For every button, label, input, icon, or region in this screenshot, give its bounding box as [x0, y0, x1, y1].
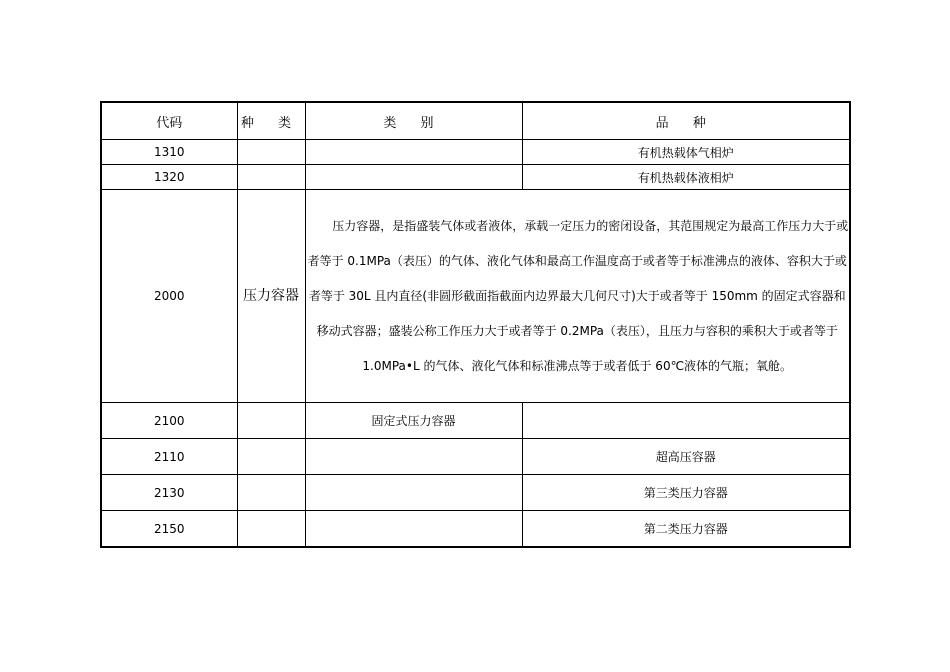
code-cell: 2110 [101, 439, 237, 475]
variety-cell: 第二类压力容器 [522, 511, 850, 548]
code-cell: 2130 [101, 475, 237, 511]
kind-cell [237, 475, 305, 511]
header-variety: 品 种 [522, 102, 850, 140]
table-row [101, 439, 850, 475]
kind-cell [237, 439, 305, 475]
header-kind: 种 类 [237, 102, 305, 140]
variety-cell [522, 403, 850, 439]
kind-cell [237, 511, 305, 548]
category-cell [305, 140, 522, 165]
code-cell: 2150 [101, 511, 237, 548]
table-row [101, 511, 850, 548]
definition-text: 压力容器，是指盛装气体或者液体，承载一定压力的密闭设备，其范围规定为最高工作压力大于或者等于 0.1MPa（表压）的气体、液化气体和最高工作温度高于或者等于标准沸点的液体、容积大于或者等于 30L 且内直径(非圆形截面指截面内边界最大几何尺寸)大于或者等于 150mm 的固定式容器和移动式容器；盛装公称工作压力大于或者等于 0.2MPa（表压），且压力与容积的乘积大于或者等于 1.0MPa•L 的气体、液化气体和标准沸点等于或者低于 60℃液体的气瓶；氧舱。 [307, 218, 849, 373]
table-row [101, 140, 850, 165]
header-code: 代码 [101, 102, 237, 140]
header-category: 类 别 [305, 102, 522, 140]
code-cell: 2100 [101, 403, 237, 439]
category-cell [305, 475, 522, 511]
table-row [101, 190, 850, 403]
equipment-classification-table [100, 101, 851, 548]
kind-cell: 压力容器 [237, 190, 305, 403]
category-cell [305, 511, 522, 548]
variety-cell: 有机热载体液相炉 [522, 165, 850, 190]
variety-cell: 超高压容器 [522, 439, 850, 475]
category-cell: 固定式压力容器 [305, 403, 522, 439]
kind-cell [237, 165, 305, 190]
variety-cell: 第三类压力容器 [522, 475, 850, 511]
category-cell [305, 165, 522, 190]
category-cell [305, 439, 522, 475]
header-row [101, 102, 850, 140]
table-row [101, 475, 850, 511]
kind-cell [237, 140, 305, 165]
code-cell: 1310 [101, 140, 237, 165]
code-cell: 1320 [101, 165, 237, 190]
variety-cell: 有机热载体气相炉 [522, 140, 850, 165]
pressure-vessel-definition [305, 190, 850, 403]
table-row [101, 403, 850, 439]
table-row [101, 165, 850, 190]
kind-cell [237, 403, 305, 439]
code-cell: 2000 [101, 190, 237, 403]
